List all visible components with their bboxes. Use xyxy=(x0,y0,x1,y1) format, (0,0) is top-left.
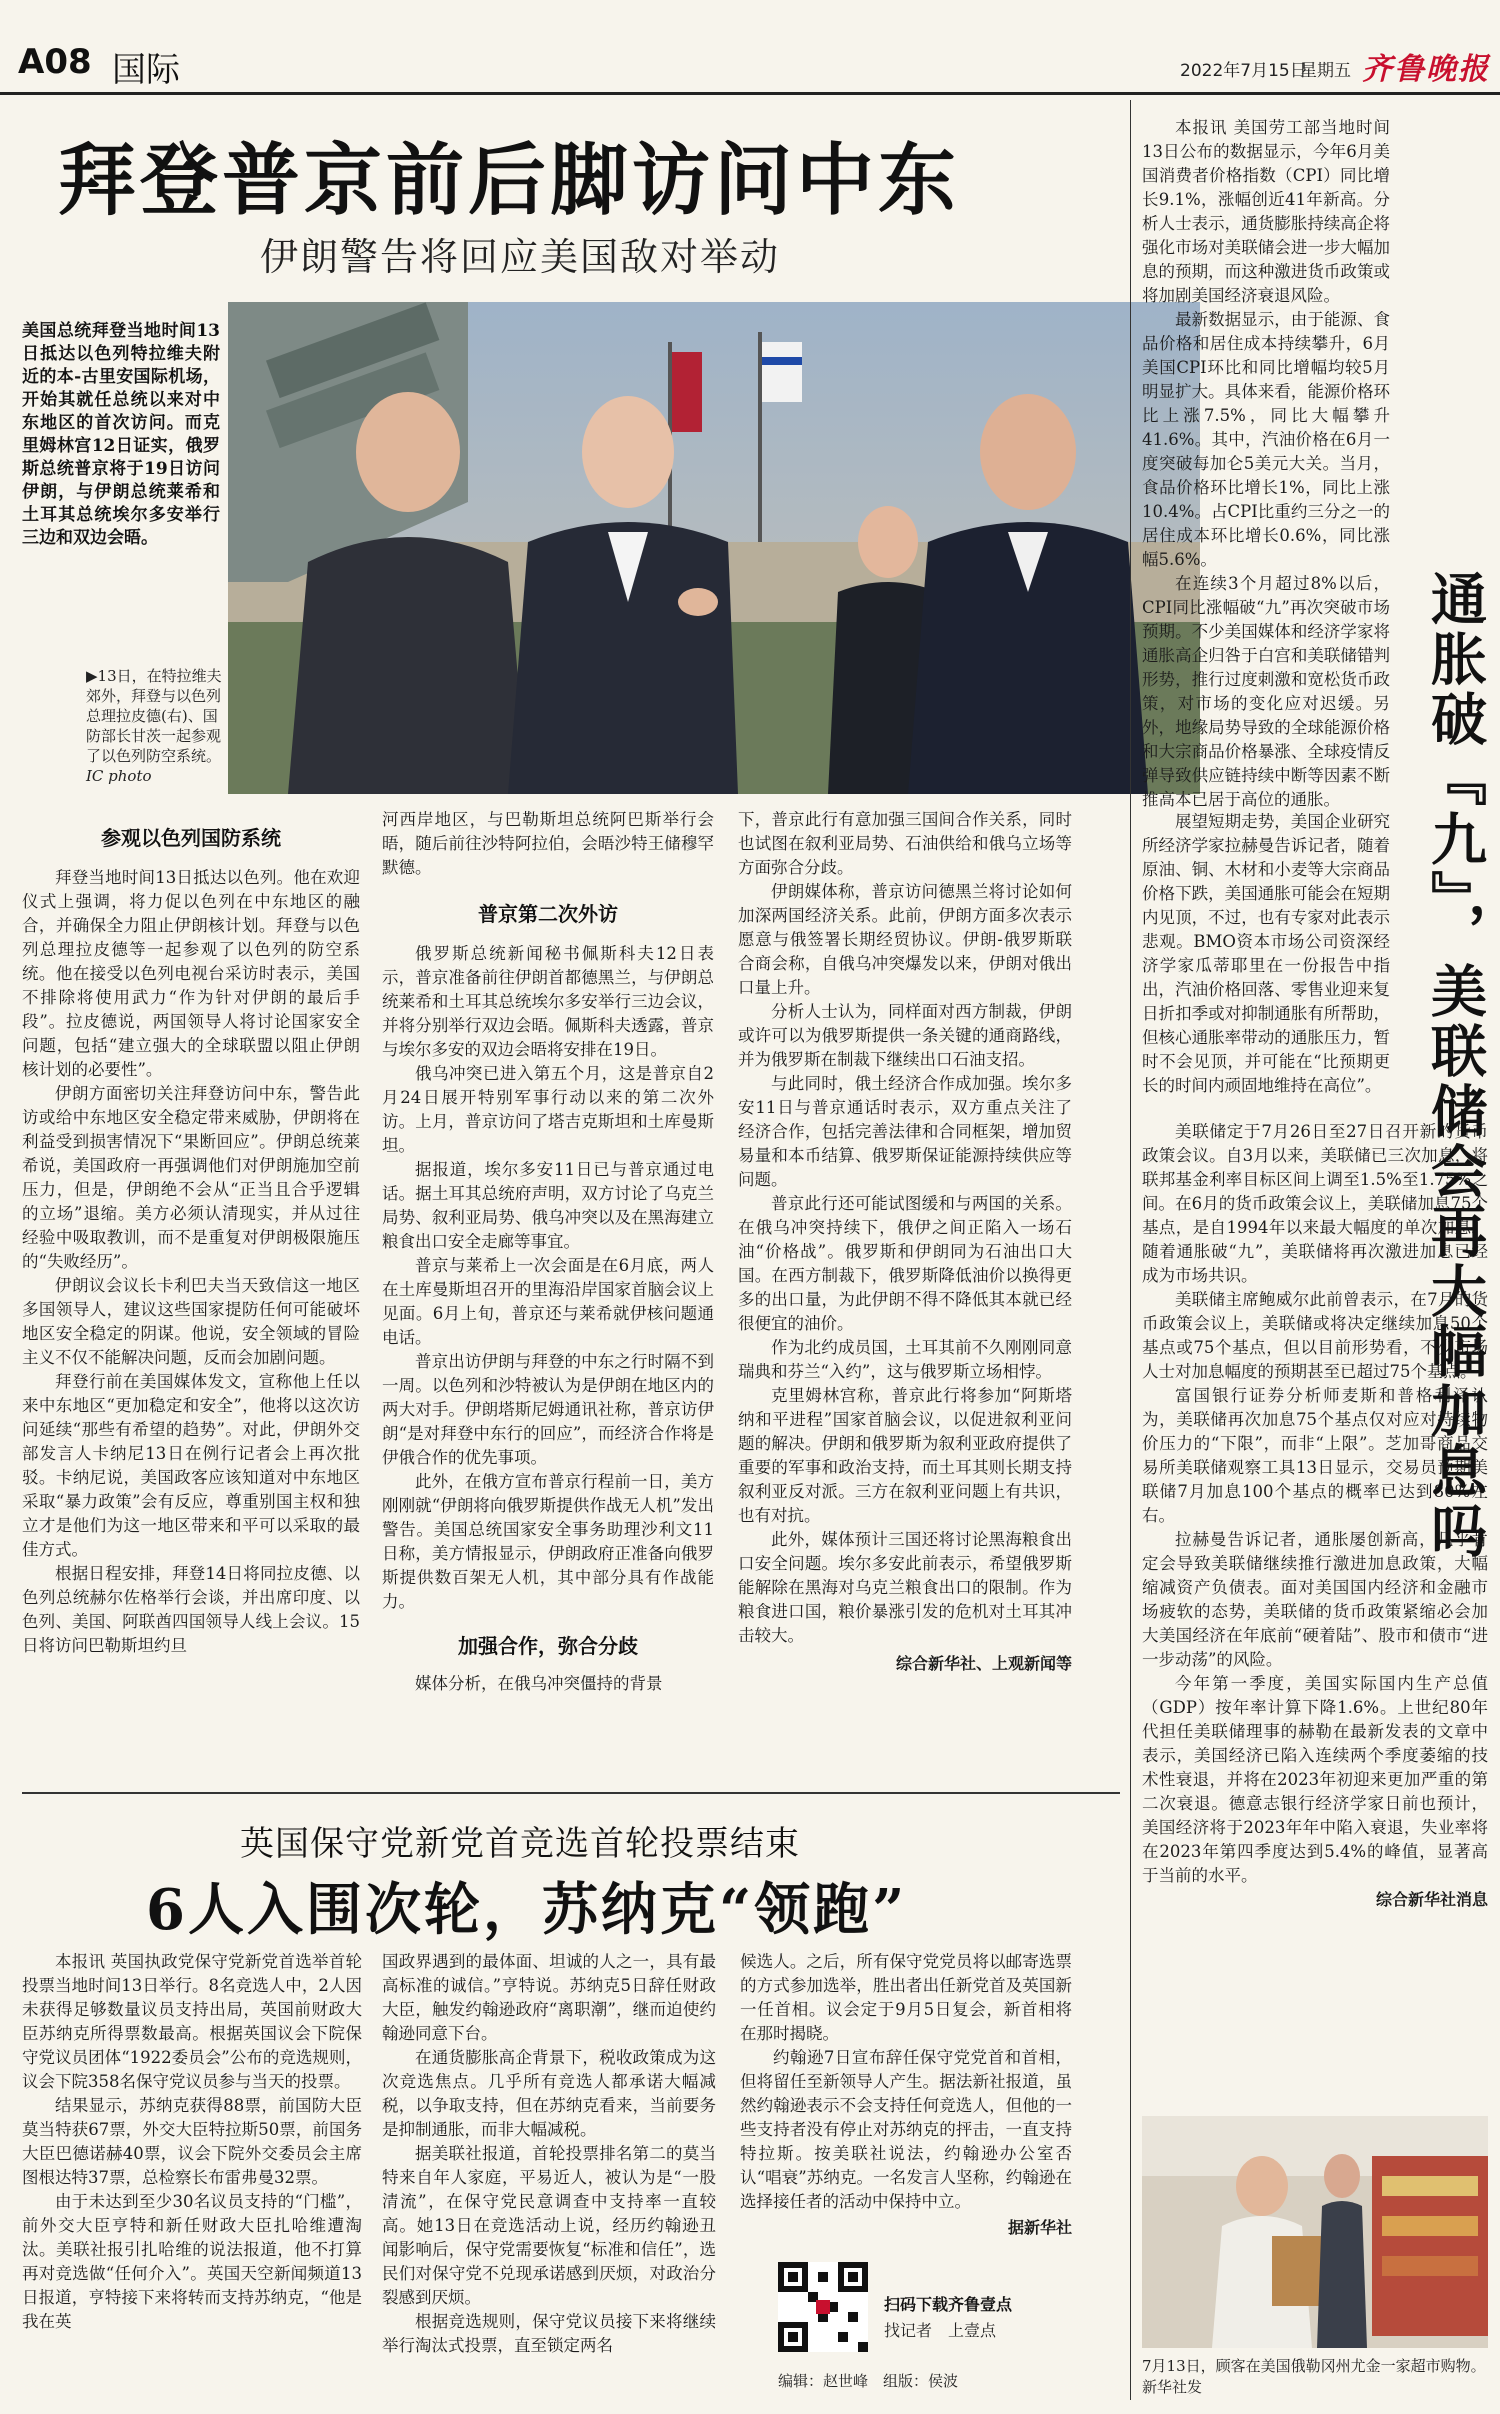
uk-col2 xyxy=(382,1950,716,2358)
paragraph: 展望短期走势，美国企业研究所经济学家拉赫曼告诉记者，随着原油、铜、木材和小麦等大宗商品价格下跌，美国通胀可能会在短期内见顶，不过，也有专家对此表示悲观。BMO资本市场公司资深经济学家瓜蒂耶里在一份报告中指出，汽油价格回落、零售业迎来复日折扣季或对抑制通胀有所帮助，但核心通胀率带动的通胀压力，暂时不会见顶，并可能在“比预期更长的时间内顽固地维持在高位”。 xyxy=(1142,812,1390,1095)
lead-col1-subheading: 参观以色列国防系统 xyxy=(101,826,281,850)
lead-col1 xyxy=(22,866,360,1658)
lead-photo xyxy=(228,302,1200,794)
paragraph: 俄罗斯总统新闻秘书佩斯科夫12日表示，普京准备前往伊朗首都德黑兰，与伊朗总统莱希和土耳其总统埃尔多安举行三边会议，并将分别举行双边会晤。佩斯科夫透露，普京与埃尔多安的双边会晤将安排在19日。 xyxy=(382,944,714,1059)
paragraph: 约翰逊7日宣布辞任保守党党首和首相，但将留任至新领导人产生。据法新社报道，虽然约翰逊表示不会支持任何竞选人，但他的一些支持者没有停止对苏纳克的抨击，一直支持特拉斯。按美联社说法，约翰逊办公室否认“唱衰”苏纳克。一名发言人坚称，约翰逊在选择接任者的活动中保持中立。 xyxy=(740,2048,1072,2211)
lead-photo-caption-text: ▶13日，在特拉维夫郊外，拜登与以色列总理拉皮德(右)、国防部长甘茨一起参观了以色列防空系统。 xyxy=(86,667,222,765)
lead-headline: 拜登普京前后脚访问中东 xyxy=(58,135,961,226)
lead-col2-subheading-2: 加强合作，弥合分歧 xyxy=(458,1634,638,1658)
paragraph: 媒体分析，在俄乌冲突僵持的背景 xyxy=(415,1674,663,1693)
paragraph: 伊朗议会议长卡利巴夫当天致信这一地区多国领导人，建议这些国家提防任何可能破坏地区安全稳定的阴谋。他说，安全领域的冒险主义不仅不能解决问题，反而会加剧问题。 xyxy=(22,1276,360,1367)
issue-date: 2022年7月15日 xyxy=(1180,61,1307,81)
lead-photo-illustration xyxy=(228,302,1200,794)
inflation-column-2 xyxy=(1142,810,1390,1098)
paragraph: 根据竞选规则，保守党议员接下来将继续举行淘汰式投票，直至锁定两名 xyxy=(382,2312,716,2355)
paragraph: 最新数据显示，由于能源、食品价格和居住成本持续攀升，6月美国CPI环比和同比增幅均较5月明显扩大。具体来看，能源价格环比上涨7.5%，同比大幅攀升41.6%。其中，汽油价格在6月一度突破每加仑5美元大关。当月，食品价格环比增长1%，同比上涨10.4%。占CPI比重约三分之一的居住成本环比增长0.6%，同比涨幅5.6%。 xyxy=(1142,310,1390,569)
paragraph: 根据日程安排，拜登14日将同拉皮德、以色列总统赫尔佐格举行会谈，并出席印度、以色列、美国、阿联酋四国领导人线上会议。15日将访问巴勒斯坦约旦 xyxy=(22,1564,360,1655)
paragraph: 今年第一季度，美国实际国内生产总值（GDP）按年率计算下降1.6%。上世纪80年代担任美联储理事的赫勒在最新发表的文章中表示，美国经济已陷入连续两个季度萎缩的技术性衰退，并将在2023年初迎来更加严重的第二次衰退。德意志银行经济学家日前也预计，美国经济将于2023年年中陷入衰退，失业率将在2023年第四季度达到5.4%的峰值，显著高于当前的水平。 xyxy=(1142,1674,1488,1885)
paragraph: 候选人。之后，所有保守党党员将以邮寄选票的方式参加选举，胜出者出任新党首及英国新一任首相。议会定于9月5日复会，新首相将在那时揭晓。 xyxy=(740,1952,1072,2043)
supermarket-photo-caption: 7月13日，顾客在美国俄勒冈州尤金一家超市购物。 新华社发 xyxy=(1142,2357,1494,2396)
paragraph: 拜登行前在美国媒体发文，宣称他上任以来中东地区“更加稳定和安全”，他将以这次访问延续“那些有希望的趋势”。对此，伊朗外交部发言人卡纳尼13日在例行记者会上再次批驳。卡纳尼说，美国政客应该知道对中东地区采取“暴力政策”会有反应，尊重别国主权和独立才是他们为这一地区带来和平可以采取的最佳方式。 xyxy=(22,1372,360,1559)
page-code: A08 xyxy=(18,42,92,82)
paragraph: 本报讯 美国劳工部当地时间13日公布的数据显示，今年6月美国消费者价格指数（CPI）同比增长9.1%，涨幅创近41年新高。分析人士表示，通货膨胀持续高企将强化市场对美联储会进一步大幅加息的预期，而这种激进货币政策或将加剧美国经济衰退风险。 xyxy=(1142,118,1390,305)
paragraph: 在连续3个月超过8%以后，CPI同比涨幅破“九”再次突破市场预期。不少美国媒体和经济学家将通胀高企归咎于白宫和美联储错判形势，推行过度刺激和宽松货币政策，对市场的变化应对迟缓。另外，地缘局势导致的全球能源价格和大宗商品价格暴涨、全球疫情反弹导致供应链持续中断等因素不断推高本已居于高位的通胀。 xyxy=(1142,574,1390,809)
section-name: 国际 xyxy=(112,50,180,90)
lead-photo-credit: IC photo xyxy=(86,767,152,785)
paragraph: 美联储定于7月26日至27日召开新的货币政策会议。自3月以来，美联储已三次加息，将联邦基金利率目标区间上调至1.5%至1.75%之间。在6月的货币政策会议上，美联储加息75个基点，是自1994年以来最大幅度的单次加息。随着通胀破“九”，美联储将再次激进加息已经成为市场共识。 xyxy=(1142,1122,1488,1285)
paragraph: 结果显示，苏纳克获得88票，前国防大臣莫当特获67票，外交大臣特拉斯50票，前国务大臣巴德诺赫40票，议会下院外交委员会主席图根达特37票，总检察长布雷弗曼32票。 xyxy=(22,2096,362,2187)
paragraph: 伊朗媒体称，普京访问德黑兰将讨论如何加深两国经济关系。此前，伊朗方面多次表示愿意与俄签署长期经贸协议。伊朗-俄罗斯联合商会称，自俄乌冲突爆发以来，伊朗对俄出口量上升。 xyxy=(738,882,1072,997)
uk-col3 xyxy=(740,1950,1072,2240)
qr-code-icon xyxy=(778,2262,868,2352)
section-divider xyxy=(22,1792,1120,1794)
paragraph: 在通货膨胀高企背景下，税收政策成为这次竞选焦点。几乎所有竞选人都承诺大幅减税，以争取支持，但在苏纳克看来，当前要务是抑制通胀，而非大幅减税。 xyxy=(382,2048,716,2139)
issue-weekday: 星期五 xyxy=(1300,61,1351,81)
uk-byline: 据新华社 xyxy=(1007,2218,1072,2237)
paragraph: 下，普京此行有意加强三国间合作关系，同时也试图在叙利亚局势、石油供给和俄乌立场等方面弥合分歧。 xyxy=(738,810,1072,877)
uk-col1 xyxy=(22,1950,362,2334)
lead-subhead: 伊朗警告将回应美国敌对举动 xyxy=(260,235,781,279)
paragraph: 此外，在俄方宣布普京行程前一日，美方刚刚就“伊朗将向俄罗斯提供作战无人机”发出警告。美国总统国家安全事务助理沙利文11日称，美方情报显示，伊朗政府正准备向俄罗斯提供数百架无人机，其中部分具有作战能力。 xyxy=(382,1472,714,1611)
paragraph: 此外，媒体预计三国还将讨论黑海粮食出口安全问题。埃尔多安此前表示，希望俄罗斯能解除在黑海对乌克兰粮食出口的限制。作为粮食进口国，粮价暴涨引发的危机对土耳其冲击较大。 xyxy=(738,1530,1072,1645)
lead-col2 xyxy=(382,808,714,1696)
paragraph: 拜登当地时间13日抵达以色列。他在欢迎仪式上强调，将力促以色列在中东地区的融合，并确保全力阻止伊朗核计划。拜登与以色列总理拉皮德等一起参观了以色列的防空系统。他在接受以色列电视台采访时表示，美国不排除将使用武力“作为针对伊朗的最后手段”。拉皮德说，两国领导人将讨论国家安全问题，包括“建立强大的全球联盟以阻止伊朗核计划的必要性”。 xyxy=(22,868,360,1079)
paragraph: 普京此行还可能试图缓和与两国的关系。在俄乌冲突持续下，俄伊之间正陷入一场石油“价格战”。俄罗斯和伊朗同为石油出口大国。在西方制裁下，俄罗斯降低油价以换得更多的出口量，为此伊朗不得不降低其本就已经很便宜的油价。 xyxy=(738,1194,1072,1333)
uk-headline: 6人入围次轮，苏纳克“领跑” xyxy=(146,1877,908,1943)
uk-kicker: 英国保守党新党首竞选首轮投票结束 xyxy=(240,1824,800,1864)
paragraph: 俄乌冲突已进入第五个月，这是普京自2月24日展开特别军事行动以来的第二次外访。上月，普京访问了塔吉克斯坦和土库曼斯坦。 xyxy=(382,1064,714,1155)
lead-byline: 综合新华社、上观新闻等 xyxy=(895,1654,1072,1673)
paragraph: 富国银行证券分析师麦斯和普格利泽认为，美联储再次加息75个基点仅对应对持续物价压力的“下限”，而非“上限”。芝加哥商品交易所美联储观察工具13日显示，交易员预期美联储7月加息100个基点的概率已达到80%左右。 xyxy=(1142,1386,1488,1525)
paragraph: 据报道，埃尔多安11日已与普京通过电话。据土耳其总统府声明，双方讨论了乌克兰局势、叙利亚局势、俄乌冲突以及在黑海建立粮食出口安全走廊等事宜。 xyxy=(382,1160,714,1251)
paragraph: 由于未达到至少30名议员支持的“门槛”，前外交大臣亨特和新任财政大臣扎哈维遭淘汰。美联社报引扎哈维的说法报道，他不打算再对竞选做“任何介入”。英国天空新闻频道13日报道，亨特接下来将转而支持苏纳克，“他是我在英 xyxy=(22,2192,362,2331)
paragraph: 国政界遇到的最体面、坦诚的人之一，具有最高标准的诚信。”亨特说。苏纳克5日辞任财政大臣，触发约翰逊政府“离职潮”，继而迫使约翰逊同意下台。 xyxy=(382,1952,716,2043)
paragraph: 分析人士认为，同样面对西方制裁，伊朗或许可以为俄罗斯提供一条关键的通商路线，并为俄罗斯在制裁下继续出口石油支招。 xyxy=(738,1002,1072,1069)
supermarket-photo-illustration xyxy=(1142,2116,1488,2348)
paragraph: 河西岸地区，与巴勒斯坦总统阿巴斯举行会晤，随后前往沙特阿拉伯，会晤沙特王储穆罕默德。 xyxy=(382,810,714,877)
qr-code[interactable] xyxy=(778,2262,868,2352)
editor-credit: 编辑：赵世峰 组版：侯波 xyxy=(778,2372,959,2390)
paragraph: 作为北约成员国，土耳其前不久刚刚同意瑞典和芬兰“入约”，这与俄罗斯立场相悖。 xyxy=(738,1338,1072,1381)
qr-subtitle: 找记者 上壹点 xyxy=(884,2321,997,2340)
lead-col3 xyxy=(738,808,1072,1676)
paragraph: 普京与莱希上一次会面是在6月底，两人在土库曼斯坦召开的里海沿岸国家首脑会议上见面。6月上旬，普京还与莱希就伊核问题通电话。 xyxy=(382,1256,714,1347)
lead-side-caption: 美国总统拜登当地时间13日抵达以色列特拉维夫附近的本-古里安国际机场，开始其就任总统以来对中东地区的首次访问。而克里姆林宫12日证实，俄罗斯总统普京将于19日访问伊朗，与伊朗总统莱希和土耳其总统埃尔多安举行三边和双边会晤。 xyxy=(22,321,220,548)
paragraph: 本报讯 英国执政党保守党新党首选举首轮投票当地时间13日举行。8名竞选人中，2人因未获得足够数量议员支持出局，英国前财政大臣苏纳克所得票数最高。根据英国议会下院保守党议员团体“1922委员会”公布的竞选规则，议会下院358名保守党议员参与当天的投票。 xyxy=(22,1952,362,2091)
paper-logo: 齐鲁晚报 xyxy=(1362,52,1490,87)
paragraph: 美联储主席鲍威尔此前曾表示，在7月的货币政策会议上，美联储或将决定继续加息50个基点或75个基点，但以目前形势看，不少市场人士对加息幅度的预期甚至已超过75个基点。 xyxy=(1142,1290,1488,1381)
lead-col2-subheading: 普京第二次外访 xyxy=(478,902,618,926)
paragraph: 克里姆林宫称，普京此行将参加“阿斯塔纳和平进程”国家首脑会议，以促进叙利亚问题的解决。伊朗和俄罗斯为叙利亚政府提供了重要的军事和政治支持，而土耳其则长期支持叙利亚反对派。三方在叙利亚问题上有共识，也有对抗。 xyxy=(738,1386,1072,1525)
qr-title: 扫码下载齐鲁壹点 xyxy=(884,2295,1013,2314)
supermarket-photo xyxy=(1142,2116,1488,2348)
paragraph: 伊朗方面密切关注拜登访问中东，警告此访或给中东地区安全稳定带来威胁，伊朗将在利益受到损害情况下“果断回应”。伊朗总统莱希说，美国政府一再强调他们对伊朗施加空前压力，但是，伊朗绝不会从“正当且合乎逻辑的立场”退缩。美方必须认清现实，并从过往经验中吸取教训，而不是重复对伊朗极限施压的“失败经历”。 xyxy=(22,1084,360,1271)
paragraph: 拉赫曼告诉记者，通胀屡创新高，几乎肯定会导致美联储继续推行激进加息政策，大幅缩减资产负债表。面对美国国内经济和金融市场疲软的态势，美联储的货币政策紧缩必会加大美国经济在年底前“硬着陆”、股市和债市“进一步动荡”的风险。 xyxy=(1142,1530,1488,1669)
paragraph: 与此同时，俄土经济合作成加强。埃尔多安11日与普京通话时表示，双方重点关注了经济合作，包括完善法律和合同框架，增加贸易量和本币结算、俄罗斯保证能源持续供应等问题。 xyxy=(738,1074,1072,1189)
inflation-byline: 综合新华社消息 xyxy=(1375,1890,1488,1909)
lead-photo-caption xyxy=(86,666,222,786)
paragraph: 普京出访伊朗与拜登的中东之行时隔不到一周。以色列和沙特被认为是伊朗在地区内的两大对手。伊朗塔斯尼姆通讯社称，普京访伊朗“是对拜登中东行的回应”，而经济合作将是伊俄合作的优先事项。 xyxy=(382,1352,714,1467)
inflation-column xyxy=(1142,116,1390,812)
paragraph: 据美联社报道，首轮投票排名第二的莫当特来自年人家庭，平易近人，被认为是“一股清流”，在保守党民意调查中支持率一直较高。她13日在竞选活动上说，经历约翰逊丑闻影响后，保守党需要恢复“标准和信任”，选民们对保守党不兑现承诺感到厌烦，对政治分裂感到厌烦。 xyxy=(382,2144,716,2307)
column-rule xyxy=(1130,100,1131,2400)
inflation-vertical-headline: 通胀破『九』，美联储会再大幅加息吗 xyxy=(1422,570,1488,1562)
